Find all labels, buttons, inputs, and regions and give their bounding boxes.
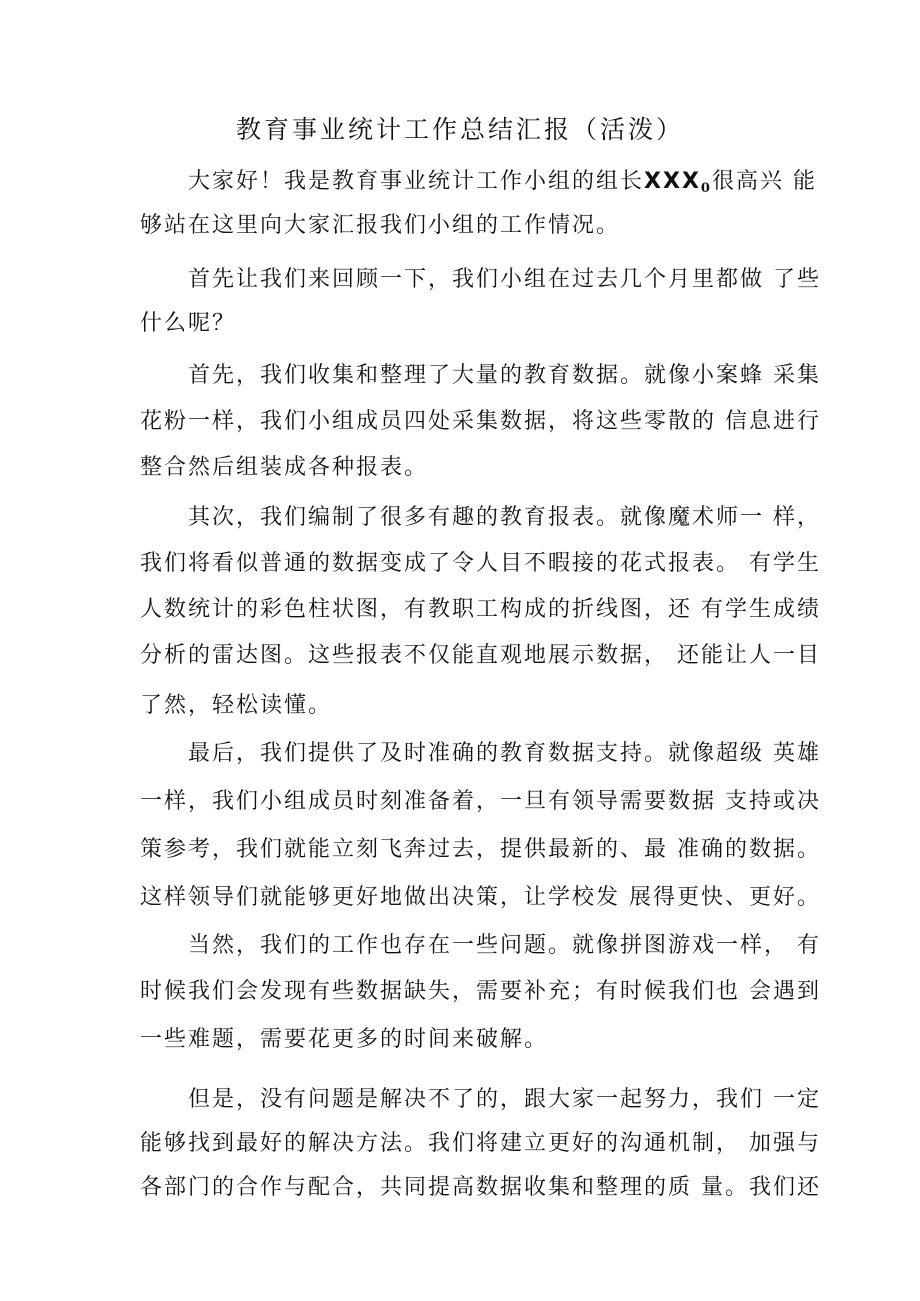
paragraph-line: 能够找到最好的解决方法。我们将建立更好的沟通机制， 加强与 <box>140 1131 821 1156</box>
paragraph-line: 什么呢？ <box>140 311 237 336</box>
paragraph-line: 够站在这里向大家汇报我们小组的工作情况。 <box>140 213 621 238</box>
paragraph-line: 当然，我们的工作也存在一些问题。就像拼图游戏一样， 有 <box>188 933 821 958</box>
paragraph-line: 分析的雷达图。这些报表不仅能直观地展示数据， 还能让人一目 <box>140 643 821 668</box>
paragraph-line: 一些难题，需要花更多的时间来破解。 <box>140 1027 549 1052</box>
paragraph-line: 人数统计的彩色柱状图，有教职工构成的折线图，还 有学生成绩 <box>140 597 821 622</box>
paragraph-line: 首先，我们收集和整理了大量的教育数据。就像小案蜂 采集 <box>188 363 821 388</box>
paragraph-line: 整合然后组装成各种报表。 <box>140 455 429 480</box>
paragraph-line: 但是，没有问题是解决不了的，跟大家一起努力，我们 一定 <box>188 1087 821 1112</box>
paragraph-line: 首先让我们来回顾一下，我们小组在过去几个月里都做 了些 <box>188 267 821 292</box>
document-title: 教育事业统计工作总结汇报（活泼） <box>235 115 684 144</box>
leader-name: XXX <box>644 169 701 194</box>
intro-tail: 很高兴 能 <box>711 169 817 194</box>
paragraph-line: 我们将看似普通的数据变成了令人目不暇接的花式报表。 有学生 <box>140 551 821 576</box>
leader-name-subscript: 0 <box>700 181 712 196</box>
paragraph-line: 一样，我们小组成员时刻准备着，一旦有领导需要数据 支持或决 <box>140 789 821 814</box>
paragraph-line: 策参考，我们就能立刻飞奔过去，提供最新的、最 准确的数据。 <box>140 837 821 862</box>
paragraph-line: 其次，我们编制了很多有趣的教育报表。就像魔术师一 样， <box>188 505 821 530</box>
paragraph-line: 花粉一样，我们小组成员四处采集数据，将这些零散的 信息进行 <box>140 409 821 434</box>
paragraph-line: 这样领导们就能够更好地做出决策，让学校发 展得更快、更好。 <box>140 885 821 910</box>
paragraph-line: 时候我们会发现有些数据缺失，需要补充；有时候我们也 会遇到 <box>140 979 821 1004</box>
paragraph-line: 了然，轻松读懂。 <box>140 693 333 718</box>
paragraph-line: 各部门的合作与配合，共同提高数据收集和整理的质 量。我们还 <box>140 1175 821 1200</box>
paragraph-line: 最后，我们提供了及时准确的教育数据支持。就像超级 英雄 <box>188 741 821 766</box>
paragraph-line <box>188 164 817 207</box>
intro-text: 大家好！我是教育事业统计工作小组的组长 <box>188 169 645 194</box>
